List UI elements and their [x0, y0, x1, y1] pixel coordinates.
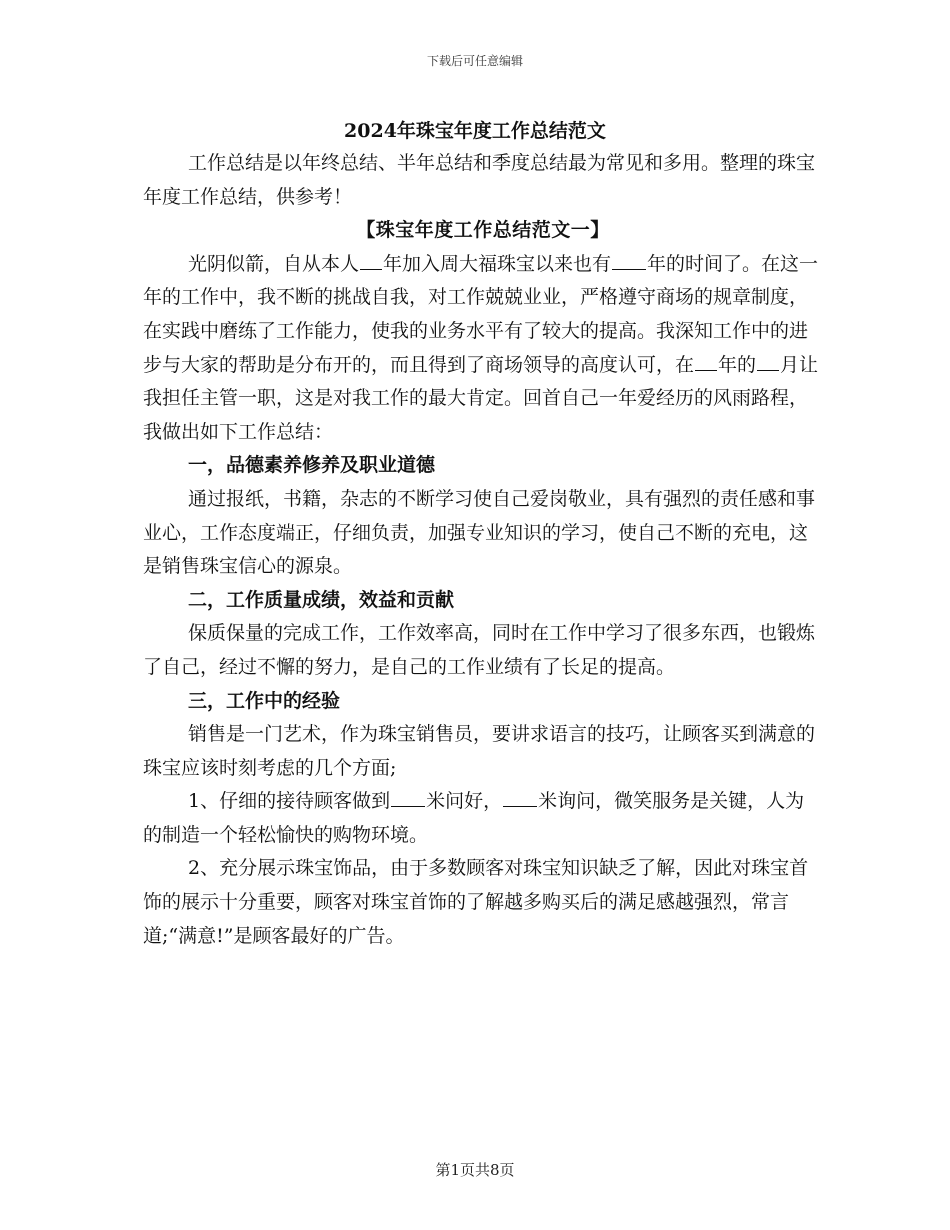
- paragraph-4: 销售是一门艺术，作为珠宝销售员，要讲求语言的技巧，让顾客买到满意的珠宝应该时刻考虑的几个方面;: [143, 723, 816, 779]
- fill-in-blank: [360, 251, 382, 270]
- fill-in-blank: [503, 788, 537, 807]
- paragraph-1-part-c: 年的时间了。在这一年的工作中，我不断的挑战自我，对工作兢兢业业，严格遵守商场的规章制度，在实践中磨练了工作能力，使我的业务水平有了较大的提高。我深知工作中的进步与大家的帮助是分布开的，而且得到了商场领导的高度认可，在: [143, 252, 819, 376]
- fill-in-blank: [757, 352, 779, 371]
- paragraph-1-part-b: 年加入周大福珠宝以来也有: [383, 252, 612, 275]
- paragraph-5: [143, 785, 823, 852]
- section-title: 【珠宝年度工作总结范文一】: [356, 219, 610, 242]
- paragraph-2: 通过报纸，书籍，杂志的不断学习使自己爱岗敬业，具有强烈的责任感和事业心，工作态度端正，仔细负责，加强专业知识的学习，使自己不断的充电，这是销售珠宝信心的源泉。: [143, 487, 816, 578]
- paragraph-5-part-b: 米问好，: [426, 790, 503, 813]
- header-note: 下载后可任意编辑: [426, 54, 523, 68]
- document-title: 2024年珠宝年度工作总结范文: [344, 120, 606, 142]
- paragraph-5-part-a: 1、仔细的接待顾客做到: [188, 790, 391, 813]
- paragraph-5-part-c: 米询问，微笑服务是关键，人为的制造一个轻松愉快的购物环境。: [143, 790, 805, 846]
- paragraph-6: 2、充分展示珠宝饰品，由于多数顾客对珠宝知识缺乏了解，因此对珠宝首饰的展示十分重要，顾客对珠宝首饰的了解越多购买后的满足感越强烈，常言道;“满意!”是顾客最好的广告。: [143, 857, 809, 947]
- fill-in-blank: [695, 352, 717, 371]
- paragraph-1-part-e: 月让我担任主管一职，这是对我工作的最大肯定。回首自己一年爱经历的风雨路程，我做出如下工作总结：: [143, 353, 819, 443]
- paragraph-1: [143, 248, 823, 450]
- fill-in-blank: [612, 251, 646, 270]
- paragraph-1-part-d: 年的: [718, 353, 757, 376]
- page-footer: 第1页共8页: [435, 1161, 515, 1179]
- heading-2: 二，工作质量成绩，效益和贡献: [188, 588, 455, 611]
- heading-3: 三，工作中的经验: [188, 689, 341, 712]
- fill-in-blank: [391, 788, 425, 807]
- paragraph-1-part-a: 光阴似箭，自从本人: [188, 252, 360, 275]
- intro-paragraph: 工作总结是以年终总结、半年总结和季度总结最为常见和多用。整理的珠宝年度工作总结，供参考！: [143, 152, 816, 208]
- document-body: [143, 147, 823, 953]
- heading-1: 一，品德素养修养及职业道德: [188, 454, 436, 477]
- paragraph-3: 保质保量的完成工作，工作效率高，同时在工作中学习了很多东西，也锻炼了自己，经过不懈的努力，是自己的工作业绩有了长足的提高。: [143, 622, 816, 678]
